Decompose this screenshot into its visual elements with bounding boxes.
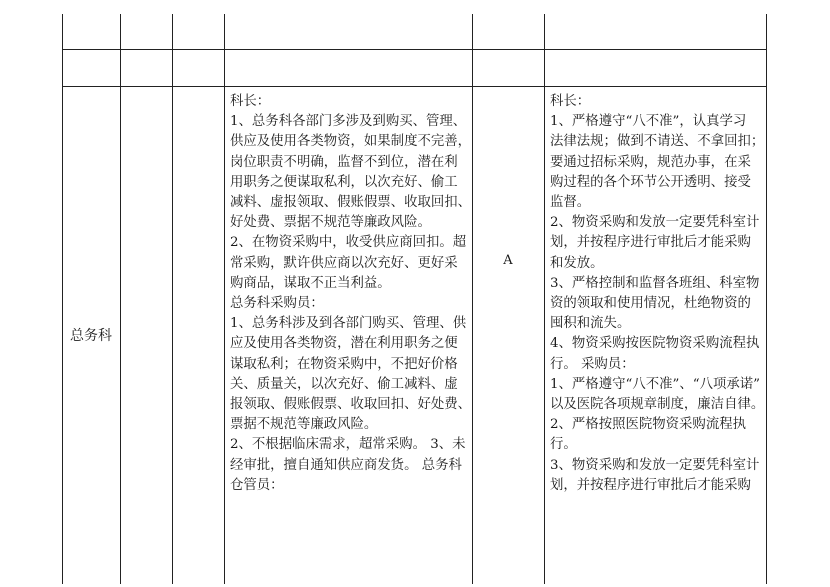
- measure-line: 科长：: [550, 94, 591, 109]
- risk-line: 总务科采购员：: [230, 296, 324, 312]
- measure-line: 行。: [550, 437, 577, 453]
- risk-line: 供应及使用各类物资，如果制度不完善，: [230, 134, 472, 150]
- measure-line: 划，并按程序进行审批后才能采购: [550, 235, 751, 251]
- col-divider: [224, 14, 225, 584]
- risk-line: 报领取、假账假票、收取回扣、好处费、: [230, 397, 472, 413]
- risk-level-cell: A: [503, 252, 513, 268]
- risk-line: 2、不根据临床需求，超常采购。 3、未: [230, 437, 466, 453]
- measure-line: 1、严格遵守“八不准”，认真学习: [550, 114, 747, 130]
- risk-line: 1、总务科各部门多涉及到购买、管理、: [230, 114, 467, 130]
- col-divider: [120, 14, 121, 584]
- measure-line: 2、物资采购和发放一定要凭科室计: [550, 215, 760, 231]
- risk-line: 好处费、票据不规范等廉政风险。: [230, 215, 431, 231]
- risk-line: 应及使用各类物资，潜在利用职务之便: [230, 336, 458, 352]
- risk-line: 购商品，谋取不正当利益。: [230, 275, 391, 291]
- responsibility-table: [62, 14, 767, 584]
- measure-line: 行。 采购员：: [550, 356, 635, 372]
- risk-line: 仓管员：: [230, 477, 284, 493]
- prevention-measures-cell: [550, 92, 764, 496]
- measure-line: 3、物资采购和发放一定要凭科室计: [550, 457, 760, 473]
- measure-line: 1、严格遵守“八不准”、“八项承诺”: [550, 376, 760, 392]
- measure-line: 3、严格控制和监督各班组、科室物: [550, 275, 760, 291]
- risk-line: 岗位职责不明确，监督不到位，潜在利: [230, 154, 458, 170]
- measure-line: 购过程的各个环节公开透明、接受: [550, 174, 751, 190]
- measure-line: 以及医院各项规章制度，廉洁自律。: [550, 397, 765, 413]
- risk-line: 关、质量关，以次充好、偷工减料、虚: [230, 376, 458, 392]
- measure-line: 2、严格按照医院物资采购流程执: [550, 417, 746, 433]
- risk-line: 减料、虚报领取、假账假票、收取回扣、: [230, 195, 472, 211]
- risk-line: 常采购，默许供应商以次充好、更好采: [230, 255, 458, 271]
- risk-line: 2、在物资采购中，收受供应商回扣。超: [230, 235, 467, 251]
- risk-line: 1、总务科涉及到各部门购买、管理、供: [230, 316, 467, 332]
- table-row-divider: [62, 86, 767, 87]
- risk-line: 用职务之便谋取私利，以次充好、偷工: [230, 174, 458, 190]
- risk-points-cell: [230, 92, 472, 496]
- table-border-top: [62, 49, 767, 50]
- risk-line: 票据不规范等廉政风险。: [230, 417, 378, 433]
- risk-line: 经审批，擅自通知供应商发货。 总务科: [230, 457, 462, 473]
- measure-line: 4、物资采购按医院物资采购流程执: [550, 336, 760, 352]
- measure-line: 要通过招标采购，规范办事，在采: [550, 154, 751, 170]
- measure-line: 和发放。: [550, 255, 604, 271]
- col-divider: [766, 14, 767, 584]
- measure-line: 资的领取和使用情况，杜绝物资的: [550, 296, 751, 312]
- measure-line: 划，并按程序进行审批后才能采购: [550, 477, 751, 493]
- risk-line: 科长：: [230, 94, 271, 109]
- risk-line: 谋取私利；在物资采购中，不把好价格: [230, 356, 458, 372]
- measure-line: 法律法规；做到不请送、不拿回扣；: [550, 134, 765, 150]
- measure-line: 监督。: [550, 195, 591, 211]
- col-divider: [544, 14, 545, 584]
- department-cell: 总务科: [70, 328, 112, 344]
- col-divider: [172, 14, 173, 584]
- measure-line: 囤积和流失。: [550, 316, 631, 332]
